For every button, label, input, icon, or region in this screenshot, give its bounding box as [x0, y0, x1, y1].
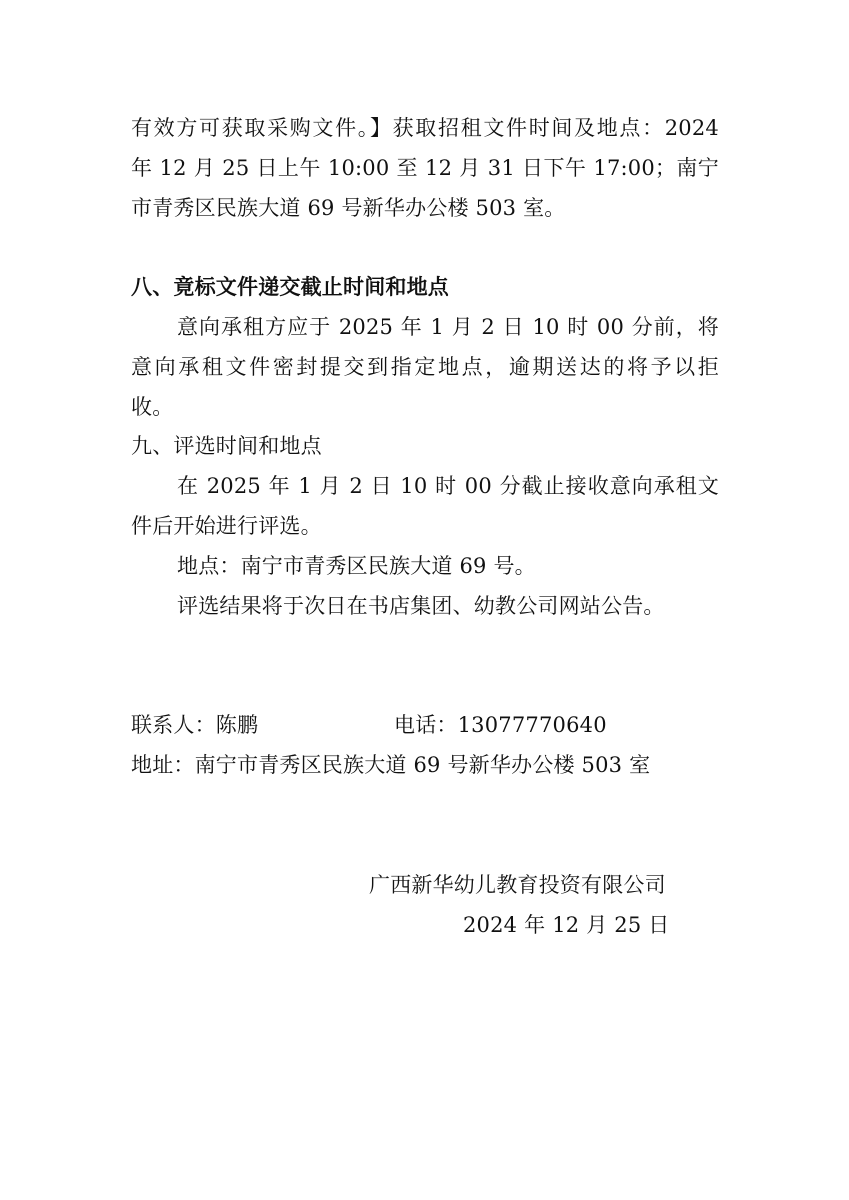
- section-9-line-2: 件后开始进行评选。: [131, 514, 322, 538]
- section-9-location: 地点：南宁市青秀区民族大道 69 号。: [177, 554, 536, 578]
- section-9-line-1: 在 2025 年 1 月 2 日 10 时 00 分截止接收意向承租文: [177, 474, 719, 498]
- contact-person: 联系人：陈鹏: [131, 713, 259, 737]
- section-8-line-2: 意向承租文件密封提交到指定地点，逾期送达的将予以拒: [131, 355, 719, 379]
- contact-phone: 电话：13077770640: [394, 713, 607, 737]
- intro-line-3: 市青秀区民族大道 69 号新华办公楼 503 室。: [131, 196, 566, 220]
- contact-address: 地址：南宁市青秀区民族大道 69 号新华办公楼 503 室: [131, 753, 651, 777]
- signature-company: 广西新华幼儿教育投资有限公司: [369, 873, 666, 897]
- section-8-line-1: 意向承租方应于 2025 年 1 月 2 日 10 时 00 分前，将: [177, 315, 719, 339]
- intro-line-2: 年 12 月 25 日上午 10:00 至 12 月 31 日下午 17:00；南宁: [131, 156, 719, 180]
- section-9-result: 评选结果将于次日在书店集团、幼教公司网站公告。: [177, 594, 665, 618]
- section-8-heading: 八、竟标文件递交截止时间和地点: [131, 275, 449, 299]
- intro-line-1: 有效方可获取采购文件。】获取招租文件时间及地点：2024: [131, 116, 719, 140]
- signature-date: 2024 年 12 月 25 日: [463, 913, 670, 937]
- section-9-heading: 九、评选时间和地点: [131, 434, 322, 458]
- section-8-line-3: 收。: [131, 395, 174, 419]
